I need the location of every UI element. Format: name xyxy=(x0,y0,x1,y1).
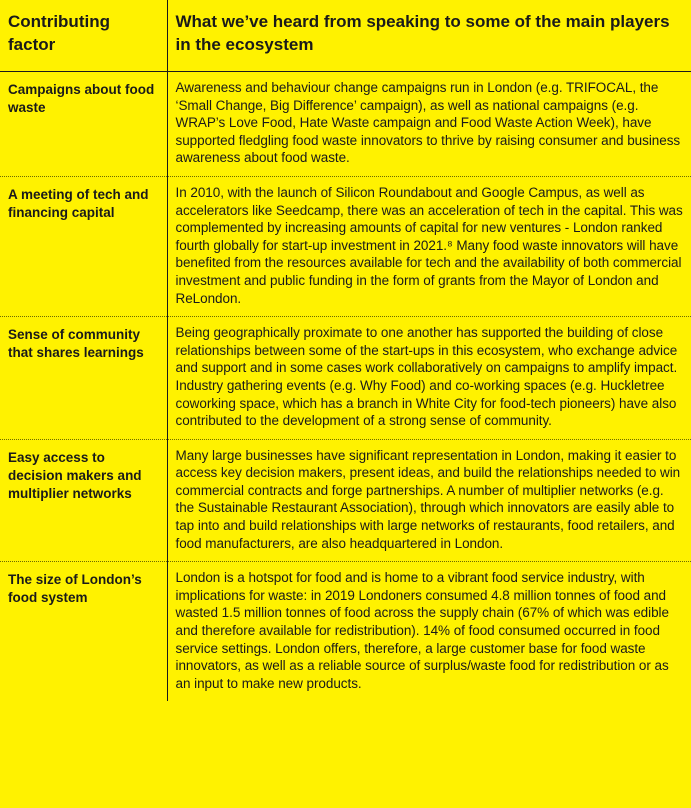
description-cell: Awareness and behaviour change campaigns run in London (e.g. TRIFOCAL, the ‘Small Change, Big Difference’ campaign), as well as national campaigns (e.g. WRAP’s Love Food, Hate Waste campaign and Food Waste Action Week), have supported fledgling food waste innovators to thrive by raising consumer and business awareness about food waste. xyxy=(167,72,691,177)
header-contributing-factor: Contributing factor xyxy=(0,0,167,72)
table-row xyxy=(0,176,691,316)
table-row xyxy=(0,439,691,562)
table-row xyxy=(0,317,691,440)
factor-cell: Campaigns about food waste xyxy=(0,72,167,177)
description-cell: In 2010, with the launch of Silicon Roundabout and Google Campus, as well as accelerators like Seedcamp, there was an acceleration of tech in the capital. This was complemented by increasing amounts of capital for new ventures - London ranked fourth globally for start-up investment in 2021.⁸ Many food waste innovators will have benefited from the resources available for tech and the availability of both commercial investment and public funding in the form of grants from the Mayor of London and ReLondon. xyxy=(167,176,691,316)
factor-cell: The size of London’s food system xyxy=(0,562,167,702)
factor-cell: Sense of community that shares learnings xyxy=(0,317,167,440)
description-cell: London is a hotspot for food and is home to a vibrant food service industry, with implications for waste: in 2019 Londoners consumed 4.8 million tonnes of food and wasted 1.5 million tonnes of food across the supply chain (67% of which was edible and therefore available for redistribution). 14% of food consumed occurred in food service settings. London offers, therefore, a large customer base for food waste innovators, as well as a reliable source of surplus/waste food for redistribution or as an input to make new products. xyxy=(175,570,669,691)
factor-cell: Easy access to decision makers and multiplier networks xyxy=(0,439,167,562)
table-row xyxy=(0,562,691,702)
table-row xyxy=(0,72,691,177)
description-cell: Many large businesses have significant representation in London, making it easier to access key decision makers, present ideas, and build the relationships needed to win commercial contracts and forge partnerships. A number of multiplier networks (e.g. the Sustainable Restaurant Association), through which innovators are easily able to tap into and build relationships with large networks of restaurants, food retailers, and food manufacturers, are also headquartered in London. xyxy=(167,439,691,562)
table-header-row xyxy=(0,0,691,72)
header-what-we-heard: What we’ve heard from speaking to some of the main players in the ecosystem xyxy=(167,0,691,72)
factor-cell: A meeting of tech and financing capital xyxy=(0,176,167,316)
description-cell: Being geographically proximate to one another has supported the building of close relationships between some of the start-ups in this ecosystem, who exchange advice and support and in some cases work collaboratively on campaigns to amplify impact. Industry gathering events (e.g. Why Food) and co-working spaces (e.g. Huckletree coworking space, which has a branch in White City for food-tech pioneers) have also contributed to the development of a strong sense of community. xyxy=(167,317,691,440)
